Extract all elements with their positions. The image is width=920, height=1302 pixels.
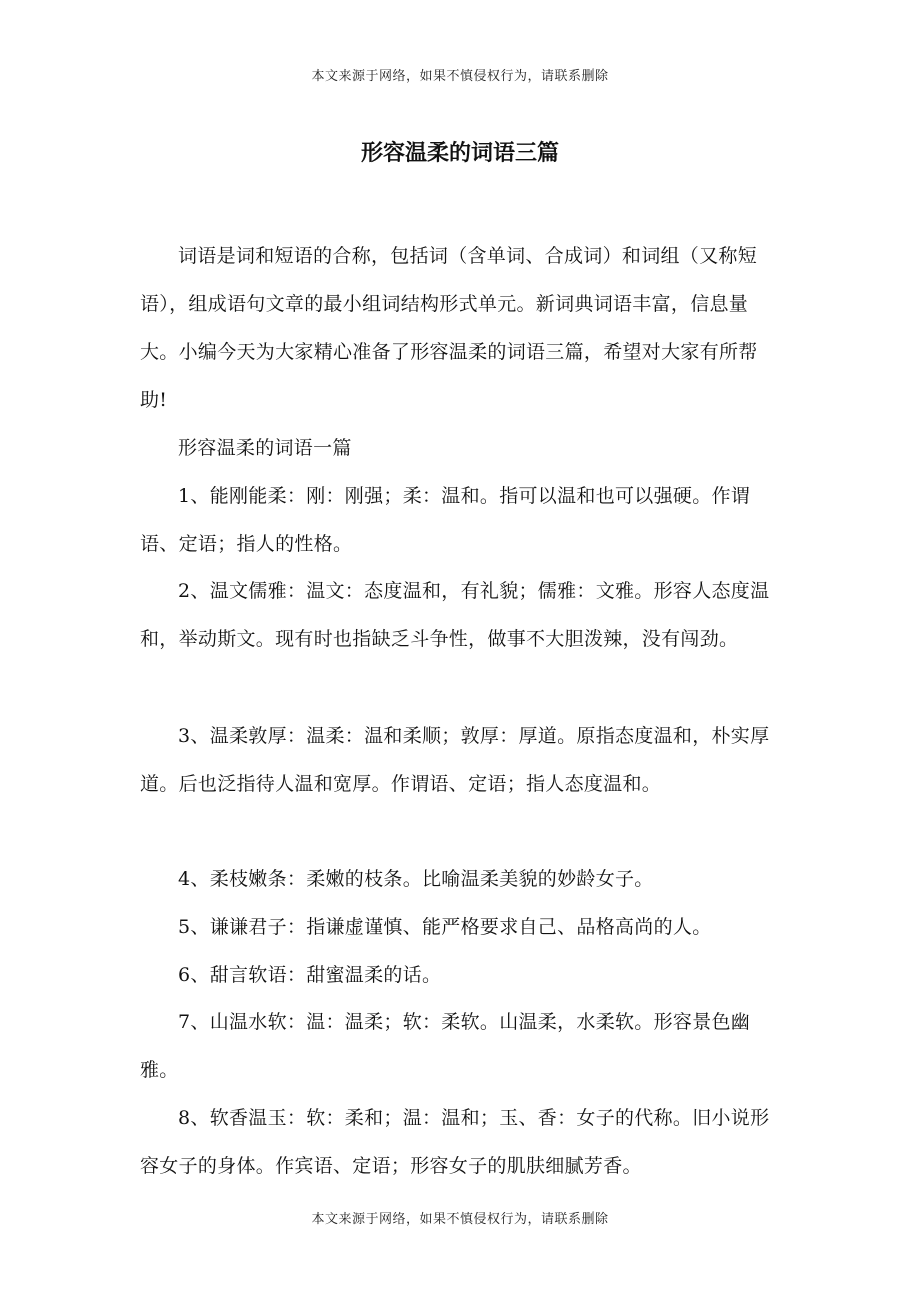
intro-paragraph — [140, 232, 780, 424]
intro-text: 词语是词和短语的合称，包括词（含单词、合成词）和词组（又称短语），组成语句文章的最小组词结构形式单元。新词典词语丰富，信息量大。小编今天为大家精心准备了形容温柔的词语三篇，希望对大家有所帮助! — [140, 245, 758, 411]
list-item — [140, 567, 780, 663]
section-title: 形容温柔的词语一篇 — [178, 437, 352, 459]
document-title: 形容温柔的词语三篇 — [360, 140, 559, 166]
section-heading — [140, 424, 780, 472]
list-item-text: 4、柔枝嫩条：柔嫩的枝条。比喻温柔美貌的妙龄女子。 — [178, 868, 654, 890]
list-item — [140, 472, 780, 568]
list-item-text: 8、软香温玉：软：柔和；温：温和；玉、香：女子的代称。旧小说形容女子的身体。作宾语、定语；形容女子的肌肤细腻芳香。 — [140, 1107, 770, 1177]
list-item-text: 2、温文儒雅：温文：态度温和，有礼貌；儒雅：文雅。形容人态度温和，举动斯文。现有时也指缺乏斗争性，做事不大胆泼辣，没有闯劲。 — [140, 580, 770, 650]
list-item — [140, 951, 780, 999]
list-item — [140, 1094, 780, 1190]
header-watermark: 本文来源于网络，如果不慎侵权行为，请联系删除 — [311, 69, 609, 84]
footer-watermark: 本文来源于网络，如果不慎侵权行为，请联系删除 — [311, 1212, 609, 1227]
list-item-text: 3、温柔敦厚：温柔：温和柔顺；敦厚：厚道。原指态度温和，朴实厚道。后也泛指待人温和宽厚。作谓语、定语；指人态度温和。 — [140, 725, 770, 795]
list-item — [140, 712, 780, 808]
list-item-text: 7、山温水软：温：温柔；软：柔软。山温柔，水柔软。形容景色幽雅。 — [140, 1011, 751, 1081]
list-item-text: 6、甜言软语：甜蜜温柔的话。 — [178, 964, 442, 986]
list-item — [140, 855, 780, 903]
list-item — [140, 903, 780, 951]
list-item-text: 1、能刚能柔：刚：刚强；柔：温和。指可以温和也可以强硬。作谓语、定语；指人的性格。 — [140, 485, 751, 555]
list-item — [140, 998, 780, 1094]
list-item-text: 5、谦谦君子：指谦虚谨慎、能严格要求自己、品格高尚的人。 — [178, 916, 712, 938]
